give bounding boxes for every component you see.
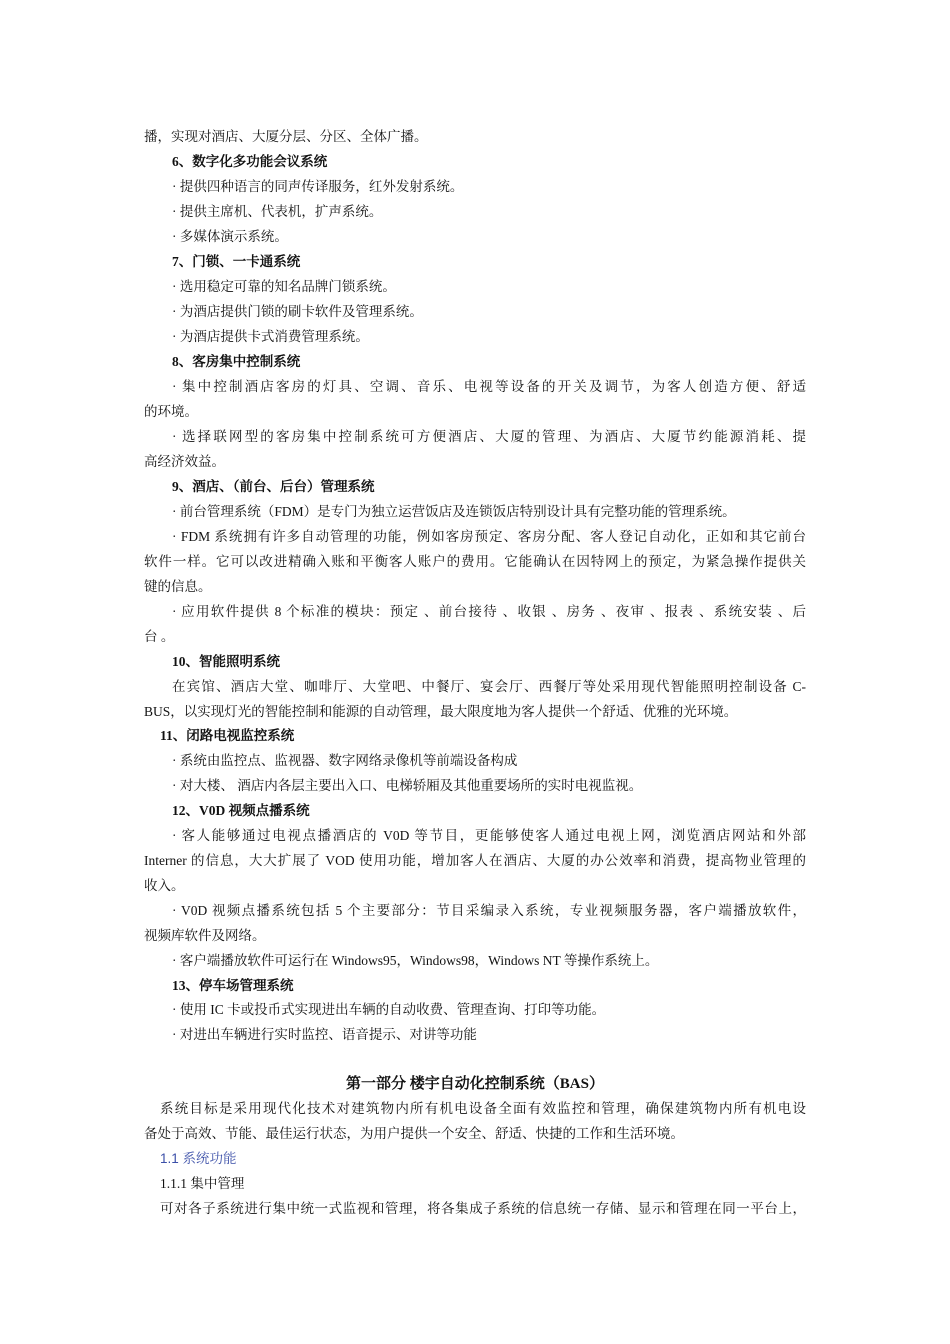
text-line: 的环境。 [144, 404, 198, 419]
subsection-heading: 1.1 系统功能 [160, 1151, 237, 1166]
text-line: BUS，以实现灯光的智能控制和能源的自动管理，最大限度地为客人提供一个舒适、优雅的光环境。 [144, 704, 738, 719]
bullet-item: · 集中控制酒店客房的灯具、空调、音乐、电视等设备的开关及调节，为客人创造方便、舒适 [172, 379, 806, 394]
paragraph-line: 在宾馆、酒店大堂、咖啡厅、大堂吧、中餐厅、宴会厅、西餐厅等处采用现代智能照明控制设备 C- [172, 679, 806, 694]
text-line: Interner 的信息，大大扩展了 VOD 使用功能，增加客人在酒店、大厦的办公效率和消费，提高物业管理的 [144, 853, 806, 868]
bullet-item: · 客户端播放软件可运行在 Windows95，Windows98，Windows NT 等操作系统上。 [172, 953, 659, 968]
section-heading-9: 9、酒店、（前台、后台）管理系统 [172, 479, 375, 494]
bullet-item: · 前台管理系统（FDM）是专门为独立运营饭店及连锁饭店特别设计具有完整功能的管理系统。 [172, 504, 736, 519]
text-line: 软件一样。它可以改进精确入账和平衡客人账户的费用。它能确认在因特网上的预定，为紧急操作提供关 [144, 554, 806, 569]
bullet-item: · 系统由监控点、监视器、数字网络录像机等前端设备构成 [172, 753, 518, 768]
bullet-item: · 选用稳定可靠的知名品牌门锁系统。 [172, 279, 396, 294]
text-line: 高经济效益。 [144, 454, 225, 469]
section-heading-13: 13、停车场管理系统 [172, 978, 294, 993]
text-line: 收入。 [144, 878, 185, 893]
section-heading-8: 8、客房集中控制系统 [172, 354, 301, 369]
bullet-item: · 使用 IC 卡或投币式实现进出车辆的自动收费、管理查询、打印等功能。 [172, 1002, 606, 1017]
bullet-item: · 客人能够通过电视点播酒店的 V0D 等节目，更能够使客人通过电视上网，浏览酒店网站和外部 [172, 828, 806, 843]
bullet-item: · 提供主席机、代表机，扩声系统。 [172, 204, 383, 219]
bullet-item: · 为酒店提供门锁的刷卡软件及管理系统。 [172, 304, 423, 319]
paragraph-line: 可对各子系统进行集中统一式监视和管理，将各集成子系统的信息统一存储、显示和管理在同一平台上， [160, 1201, 806, 1216]
bullet-item: · V0D 视频点播系统包括 5 个主要部分：节目采编录入系统，专业视频服务器，客户端播放软件， [172, 903, 806, 918]
section-heading-11: 11、闭路电视监控系统 [160, 728, 295, 743]
bullet-item: · 选择联网型的客房集中控制系统可方便酒店、大厦的管理、为酒店、大厦节约能源消耗、提 [172, 429, 806, 444]
text-line: 备处于高效、节能、最佳运行状态，为用户提供一个安全、舒适、快捷的工作和生活环境。 [144, 1126, 684, 1141]
text-line: 台 。 [144, 629, 175, 644]
paragraph-line: 系统目标是采用现代化技术对建筑物内所有机电设备全面有效监控和管理，确保建筑物内所有机电设 [160, 1101, 806, 1116]
subsubsection-heading: 1.1.1 集中管理 [160, 1176, 245, 1191]
bullet-item: · 为酒店提供卡式消费管理系统。 [172, 329, 369, 344]
bullet-item: · 对进出车辆进行实时监控、语音提示、对讲等功能 [172, 1027, 477, 1042]
section-heading-7: 7、门锁、一卡通系统 [172, 254, 301, 269]
part-title: 第一部分 楼宇自动化控制系统（BAS） [346, 1076, 604, 1092]
bullet-item: · 对大楼、 酒店内各层主要出入口、电梯轿厢及其他重要场所的实时电视监视。 [172, 778, 643, 793]
bullet-item: · 应用软件提供 8 个标准的模块：预定 、前台接待 、收银 、房务 、夜审 、报表 、系统安装 、后 [172, 604, 806, 619]
text-line: 播，实现对酒店、大厦分层、分区、全体广播。 [144, 129, 428, 144]
text-line: 视频库软件及网络。 [144, 928, 266, 943]
bullet-item: · FDM 系统拥有许多自动管理的功能，例如客房预定、客房分配、客人登记自动化，正如和其它前台 [172, 529, 806, 544]
bullet-item: · 多媒体演示系统。 [172, 229, 288, 244]
bullet-item: · 提供四种语言的同声传译服务，红外发射系统。 [172, 179, 464, 194]
section-heading-6: 6、数字化多功能会议系统 [172, 154, 328, 169]
section-heading-10: 10、智能照明系统 [172, 654, 280, 669]
text-line: 键的信息。 [144, 579, 212, 594]
section-heading-12: 12、V0D 视频点播系统 [172, 803, 310, 818]
